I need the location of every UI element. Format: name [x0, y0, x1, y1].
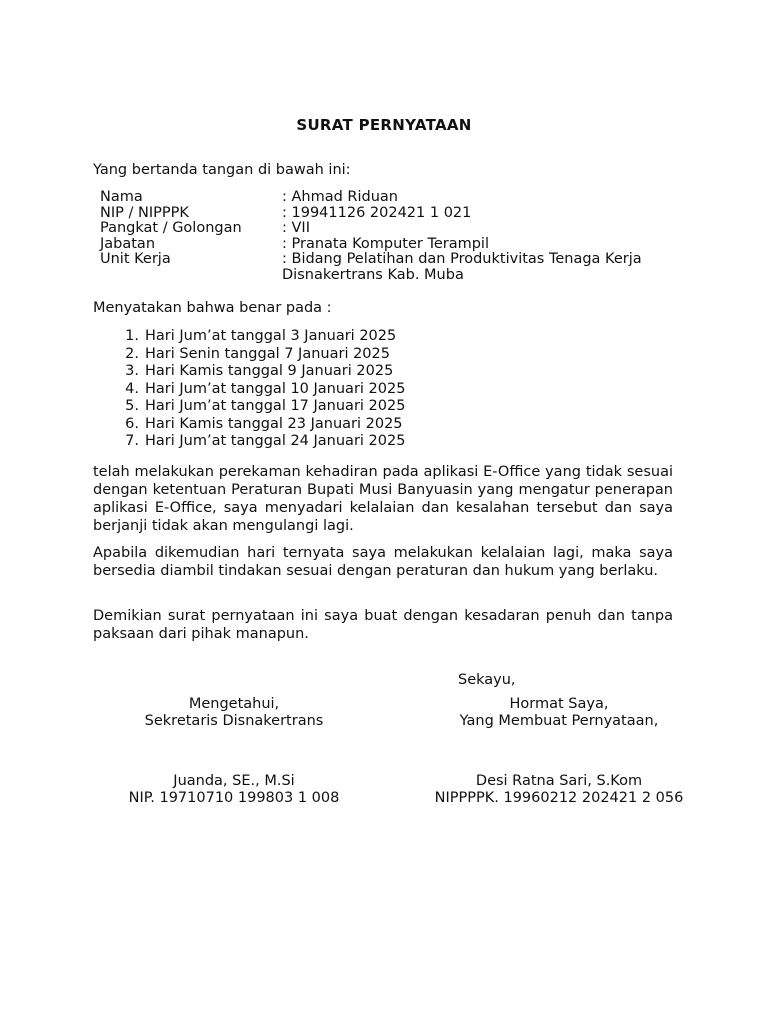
field-value: : Ahmad Riduan — [282, 189, 398, 205]
right-signatory-name: Desi Ratna Sari, S.Kom — [475, 773, 643, 789]
date-list — [93, 328, 513, 451]
list-item — [93, 363, 513, 381]
list-text: Hari Jum’at tanggal 10 Januari 2025 — [145, 380, 406, 397]
left-signature-line1: Mengetahui, — [188, 696, 280, 712]
statement-text: Menyatakan bahwa benar pada : — [93, 300, 332, 316]
list-text: Hari Kamis tanggal 23 Januari 2025 — [145, 415, 403, 432]
field-label-spacer — [100, 268, 282, 284]
field-value: : 19941126 202421 1 021 — [282, 204, 472, 221]
field-row-position — [100, 237, 690, 253]
field-row-name — [100, 190, 690, 206]
right-signature-block — [420, 696, 698, 730]
left-signatory-name-block — [105, 773, 363, 807]
document-title: SURAT PERNYATAAN — [296, 116, 472, 134]
right-signature-line2: Yang Membuat Pernyataan, — [459, 713, 659, 729]
list-number: 7. — [125, 433, 139, 449]
right-signature-line1: Hormat Saya, — [509, 696, 609, 712]
paragraph-commitment: Apabila dikemudian hari ternyata saya melakukan kelalaian lagi, maka saya bersedia diambil tindakan sesuai dengan peraturan dan hukum yang berlaku. — [93, 545, 673, 579]
right-signatory-id: NIPPPPK. 19960212 202421 2 056 — [434, 790, 684, 806]
field-row-unit-continued — [100, 268, 690, 284]
left-signature-block — [105, 696, 363, 730]
field-value-continued: Disnakertrans Kab. Muba — [282, 266, 464, 283]
list-number: 2. — [125, 345, 139, 362]
list-text: Hari Jum’at tanggal 17 Januari 2025 — [145, 398, 406, 414]
list-text: Hari Jum’at tanggal 24 Januari 2025 — [145, 433, 406, 449]
list-item — [93, 416, 513, 434]
list-number: 4. — [125, 380, 139, 397]
list-item — [93, 346, 513, 364]
list-text: Hari Kamis tanggal 9 Januari 2025 — [145, 363, 394, 379]
list-number: 1. — [125, 328, 139, 344]
left-signatory-name: Juanda, SE., M.Si — [173, 773, 295, 789]
field-label: Pangkat / Golongan — [100, 220, 242, 236]
field-value: : Pranata Komputer Terampil — [282, 235, 489, 252]
field-row-nip — [100, 206, 690, 222]
left-signatory-id: NIP. 19710710 199803 1 008 — [128, 790, 340, 806]
field-row-unit — [100, 252, 690, 268]
intro-text: Yang bertanda tangan di bawah ini: — [93, 162, 351, 178]
field-value: : Bidang Pelatihan dan Produktivitas Tenaga Kerja — [282, 251, 642, 267]
list-item — [93, 398, 513, 416]
field-label: Jabatan — [100, 235, 156, 252]
right-signatory-name-block — [420, 773, 698, 807]
paragraph-violation: telah melakukan perekaman kehadiran pada aplikasi E-Office yang tidak sesuai dengan ketentuan Peraturan Bupati Musi Banyuasin yang mengatur penerapan aplikasi E-Office, saya menyadari kelalaian dan kesalahan tersebut dan saya berjanji tidak akan mengulangi lagi. — [93, 464, 673, 534]
paragraph-closing: Demikian surat pernyataan ini saya buat dengan kesadaran penuh dan tanpa paksaan dari pihak manapun. — [93, 608, 673, 642]
list-item — [93, 381, 513, 399]
identity-fields — [100, 190, 690, 283]
list-text: Hari Senin tanggal 7 Januari 2025 — [145, 345, 390, 362]
field-label: NIP / NIPPPK — [100, 204, 189, 221]
list-text: Hari Jum’at tanggal 3 Januari 2025 — [145, 328, 397, 344]
field-value: : VII — [282, 220, 310, 236]
list-item — [93, 433, 513, 451]
list-number: 3. — [125, 363, 139, 379]
left-signature-line2: Sekretaris Disnakertrans — [144, 713, 324, 729]
place-text: Sekayu, — [458, 672, 516, 688]
list-number: 5. — [125, 398, 139, 414]
list-number: 6. — [125, 415, 139, 432]
field-label: Nama — [100, 189, 143, 205]
list-item — [93, 328, 513, 346]
field-label: Unit Kerja — [100, 251, 171, 267]
field-row-rank — [100, 221, 690, 237]
